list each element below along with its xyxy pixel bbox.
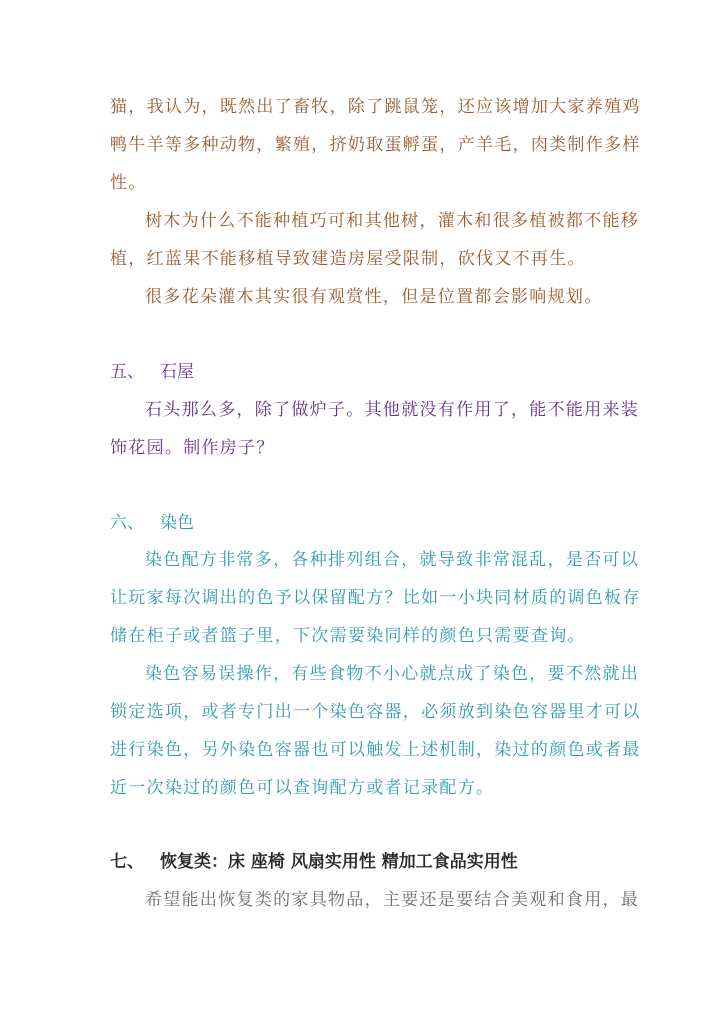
section-number: 六、: [110, 513, 144, 533]
paragraph-line: 性。: [110, 173, 147, 193]
paragraph-line: 植，红蓝果不能移植导致建造房屋受限制，砍伐又不再生。: [110, 249, 586, 269]
paragraph-line: 染色配方非常多，各种排列组合，就导致非常混乱，是否可以: [145, 550, 640, 570]
paragraph-line: 很多花朵灌木其实很有观赏性，但是位置都会影响规划。: [145, 287, 603, 307]
paragraph-line: 鸭牛羊等多种动物，繁殖，挤奶取蛋孵蛋，产羊毛，肉类制作多样: [110, 135, 641, 155]
paragraph-line: 让玩家每次调出的色予以保留配方？比如一小块同材质的调色板存: [110, 588, 641, 608]
section-heading: 恢复类：床 座椅 风扇实用性 精加工食品实用性: [160, 852, 518, 872]
paragraph-line: 储在柜子或者篮子里，下次需要染同样的颜色只需要查询。: [110, 626, 586, 646]
paragraph-line: 饰花园。制作房子？: [110, 438, 275, 458]
paragraph-line: 石头那么多，除了做炉子。其他就没有作用了，能不能用来装: [145, 400, 640, 420]
paragraph-line: 猫，我认为，既然出了畜牧，除了跳鼠笼，还应该增加大家养殖鸡: [110, 97, 641, 117]
paragraph-line: 染色容易误操作，有些食物不小心就点成了染色，要不然就出: [145, 664, 640, 684]
paragraph-line: 希望能出恢复类的家具物品，主要还是要结合美观和食用，最: [145, 890, 640, 910]
paragraph-line: 锁定选项，或者专门出一个染色容器，必须放到染色容器里才可以: [110, 702, 641, 722]
paragraph-line: 近一次染过的颜色可以查询配方或者记录配方。: [110, 778, 495, 798]
section-heading: 染色: [160, 513, 194, 533]
paragraph-line: 进行染色，另外染色容器也可以触发上述机制，染过的颜色或者最: [110, 740, 641, 760]
section-heading: 石屋: [160, 362, 194, 382]
section-number: 七、: [110, 852, 144, 872]
section-number: 五、: [110, 362, 144, 382]
paragraph-line: 树木为什么不能种植巧可和其他树，灌木和很多植被都不能移: [145, 211, 640, 231]
